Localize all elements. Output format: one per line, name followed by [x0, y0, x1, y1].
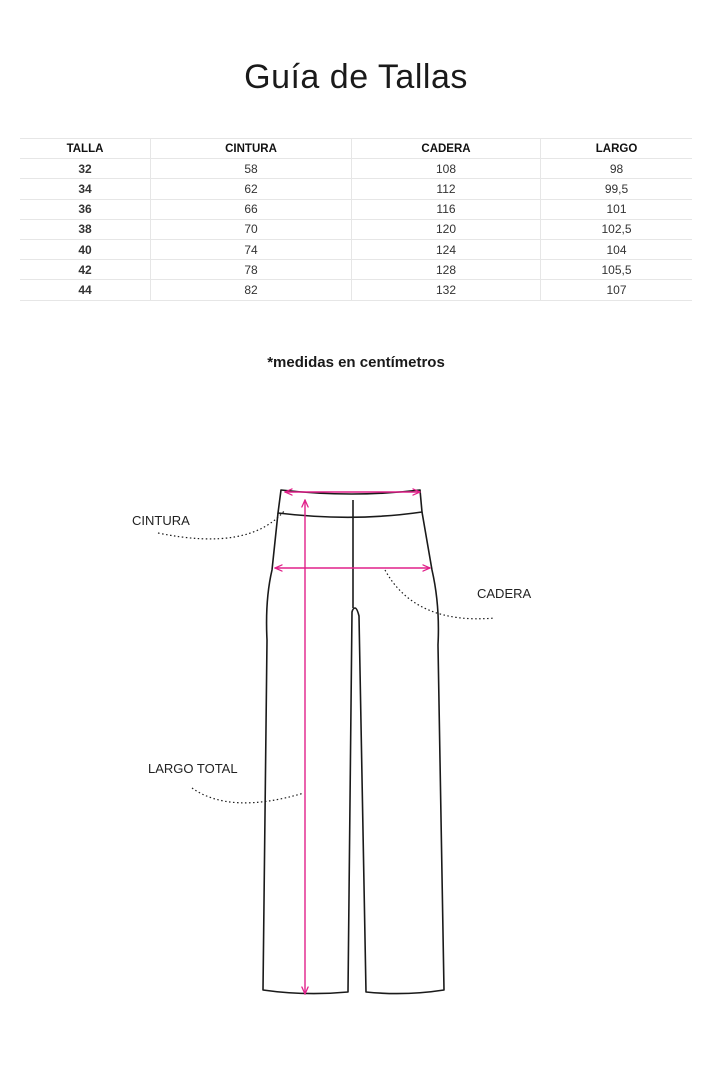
table-header-row — [20, 139, 692, 159]
cell-hip: 132 — [352, 280, 541, 300]
cell-hip: 112 — [352, 179, 541, 199]
table-row — [20, 219, 692, 239]
table-row — [20, 280, 692, 300]
cell-length: 98 — [541, 159, 693, 179]
cell-length: 105,5 — [541, 260, 693, 280]
cell-hip: 120 — [352, 219, 541, 239]
cell-size: 42 — [20, 260, 151, 280]
pants-outline — [263, 490, 444, 994]
cell-size: 32 — [20, 159, 151, 179]
header-waist: CINTURA — [151, 139, 352, 159]
cell-size: 34 — [20, 179, 151, 199]
callout-lines — [158, 510, 495, 803]
table-row — [20, 260, 692, 280]
cell-length: 104 — [541, 239, 693, 259]
length-label: LARGO TOTAL — [148, 761, 238, 776]
cell-waist: 66 — [151, 199, 352, 219]
cell-length: 102,5 — [541, 219, 693, 239]
header-size: TALLA — [20, 139, 151, 159]
cell-waist: 70 — [151, 219, 352, 239]
length-callout — [192, 788, 304, 803]
waist-label: CINTURA — [132, 513, 190, 528]
cell-waist: 82 — [151, 280, 352, 300]
cell-waist: 62 — [151, 179, 352, 199]
cell-waist: 74 — [151, 239, 352, 259]
cell-size: 38 — [20, 219, 151, 239]
cell-length: 101 — [541, 199, 693, 219]
hip-label: CADERA — [477, 586, 532, 601]
cell-size: 40 — [20, 239, 151, 259]
cell-hip: 116 — [352, 199, 541, 219]
cell-size: 44 — [20, 280, 151, 300]
cell-hip: 124 — [352, 239, 541, 259]
table-row — [20, 239, 692, 259]
table-row — [20, 179, 692, 199]
cell-length: 99,5 — [541, 179, 693, 199]
cell-waist: 58 — [151, 159, 352, 179]
size-table — [20, 138, 692, 301]
cell-size: 36 — [20, 199, 151, 219]
units-note: *medidas en centímetros — [267, 354, 445, 371]
cell-hip: 108 — [352, 159, 541, 179]
page-title: Guía de Tallas — [244, 58, 468, 96]
cell-hip: 128 — [352, 260, 541, 280]
header-length: LARGO — [541, 139, 693, 159]
table-row — [20, 159, 692, 179]
table-row — [20, 199, 692, 219]
cell-length: 107 — [541, 280, 693, 300]
header-hip: CADERA — [352, 139, 541, 159]
cell-waist: 78 — [151, 260, 352, 280]
pants-diagram — [100, 440, 560, 1020]
